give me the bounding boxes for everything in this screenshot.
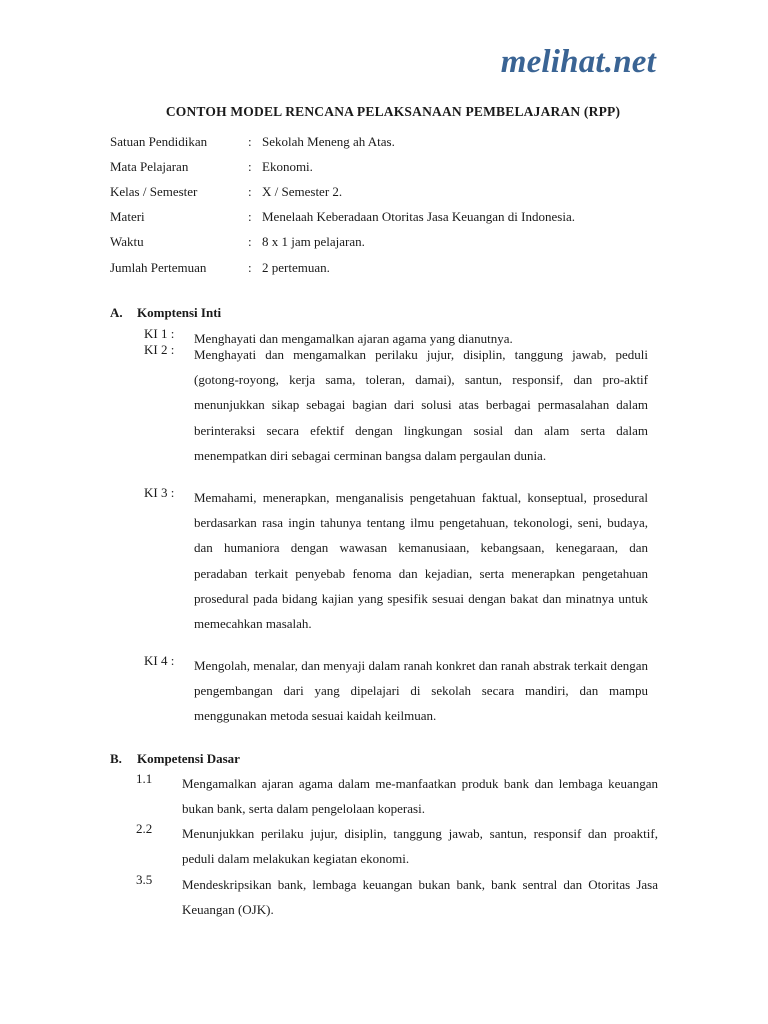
identity-row [110,154,670,179]
kd-text: Mendeskripsikan bank, lembaga keuangan bukan bank, bank sentral dan Otoritas Jasa Keuangan (OJK). [182,877,658,918]
identity-value: Menelaah Keberadaan Otoritas Jasa Keuangan di Indonesia. [262,209,575,225]
identity-row [110,129,670,154]
section-heading-kompetensi-dasar [110,751,240,767]
identity-key: Mata Pelajaran [110,158,189,174]
identity-key: Satuan Pendidikan [110,133,208,149]
identity-key: Materi [110,209,145,225]
kd-label: 3.5 [136,872,153,887]
identity-colon: : [248,133,252,149]
kd-text: Mengamalkan ajaran agama dalam me-manfaatkan produk bank dan lembaga keuangan bukan bank, serta dalam pengelolaan koperasi. [182,776,658,817]
document-title: CONTOH MODEL RENCANA PELAKSANAAN PEMBELAJARAN (RPP) [165,104,621,119]
kd-label: 2.2 [136,821,153,836]
identity-row [110,230,670,255]
section-heading-kompetensi-inti [110,305,221,321]
identity-value: Ekonomi. [262,158,313,174]
section-number: A. [110,305,123,320]
section-number: B. [110,751,122,766]
ki-label: KI 1 : [144,326,175,341]
section-title: Kompetensi Dasar [137,751,240,766]
identity-value: 2 pertemuan. [262,259,330,275]
ki-label: KI 2 : [144,342,175,357]
identity-key: Waktu [110,234,144,250]
ki-text: Mengolah, menalar, dan menyaji dalam ranah konkret dan ranah abstrak terkait dengan pengembangan dari yang dipelajari di sekolah secara mandiri, dan mampu menggunakan metoda sesuai kaidah keilmuan. [194,658,648,724]
identity-row [110,255,670,280]
ki-text: Menghayati dan mengamalkan perilaku jujur, disiplin, tanggung jawab, peduli (gotong-royong, kerja sama, toleran, damai), santun, responsif, dan pro-aktif menunjukkan sikap sebagai bagian dari solusi atas berbagai permasalahan dalam berinteraksi secara efektif dengan lingkungan sosial dan alam serta dalam menempatkan diri sebagai cerminan bangsa dalam pergaulan dunia. [194,347,648,463]
identity-key: Jumlah Pertemuan [110,259,207,275]
identity-colon: : [248,209,252,225]
identity-value: X / Semester 2. [262,183,343,199]
section-title: Komptensi Inti [137,305,222,320]
identity-colon: : [248,183,252,199]
identity-value: Sekolah Meneng ah Atas. [262,133,395,149]
identity-colon: : [248,259,252,275]
identity-row [110,179,670,204]
identity-colon: : [248,234,252,250]
identity-row [110,205,670,230]
identity-key: Kelas / Semester [110,183,198,199]
identity-table [110,129,670,280]
identity-colon: : [248,158,252,174]
ki-text: Memahami, menerapkan, menganalisis pengetahuan faktual, konseptual, prosedural berdasarkan rasa ingin tahunya tentang ilmu pengetahuan, tekonologi, seni, budaya, dan humaniora dengan wawasan kemanusiaan, kebangsaan, kenegaraan, dan peradaban terkait penyebab fenoma dan kejadian, serta menerapkan pengetahuan prosedural pada bidang kajian yang spesifik sesuai dengan bakat dan minatnya untuk memecahkan masalah. [194,490,648,632]
ki-label: KI 4 : [144,653,175,668]
watermark-logo: melihat.net [500,44,656,80]
kd-text: Menunjukkan perilaku jujur, disiplin, tanggung jawab, santun, responsif dan proaktif, peduli dalam melakukan kegiatan ekonomi. [182,826,658,867]
identity-value: 8 x 1 jam pelajaran. [262,234,365,250]
ki-text: Menghayati dan mengamalkan ajaran agama yang dianutnya. [194,331,513,346]
ki-label: KI 3 : [144,485,175,500]
kd-label: 1.1 [136,771,153,786]
